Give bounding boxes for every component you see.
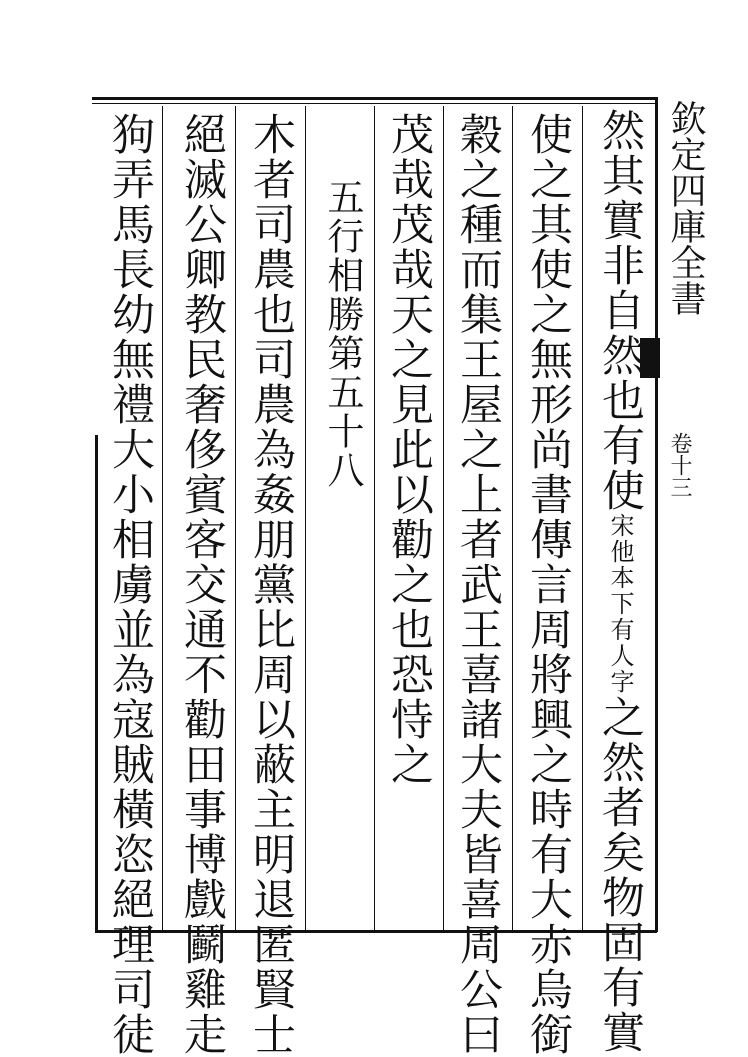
column-main-text: 之然者矣物固有實 xyxy=(595,695,645,1055)
text-column-8: 狗弄馬長幼無禮大小相虜並為寇賊橫恣絕理司徒 xyxy=(105,112,155,1057)
note-line-a: 宋他本下 xyxy=(606,513,634,617)
column-main-text: 然其實非自然也有使 xyxy=(595,108,645,513)
left-border-line xyxy=(95,435,98,932)
chapter-margin: 卷十三 xyxy=(667,432,692,498)
text-column-4: 茂哉茂哉天之見此以勸之也恐恃之 xyxy=(384,112,434,787)
text-column-2: 使之其使之無形尚書傳言周將興之時有大赤烏銜 xyxy=(523,112,573,1057)
text-column-1 xyxy=(590,108,650,1055)
column-divider xyxy=(512,106,513,930)
column-divider xyxy=(582,106,583,930)
text-column-6: 木者司農也司農為姦朋黨比周以蔽主明退匿賢士 xyxy=(246,112,296,1057)
section-title: 五行相勝第五十八 xyxy=(321,178,364,490)
top-border-line xyxy=(92,97,657,100)
column-divider xyxy=(235,106,236,930)
right-border-line xyxy=(655,97,658,932)
text-column-3: 穀之種而集王屋之上者武王喜諸大夫皆喜周公曰 xyxy=(453,112,503,1057)
note-line-b: 有人字 xyxy=(606,617,634,695)
column-divider xyxy=(374,106,375,930)
text-column-7: 絕滅公卿教民奢侈賓客交通不勸田事博戲鬬雞走 xyxy=(177,112,227,1057)
column-divider xyxy=(305,106,306,930)
book-title-margin: 欽定四庫全書 xyxy=(665,100,706,316)
column-divider xyxy=(443,106,444,930)
column-divider xyxy=(162,106,163,930)
interlinear-note xyxy=(606,513,634,695)
top-border-line-thin xyxy=(92,103,657,104)
